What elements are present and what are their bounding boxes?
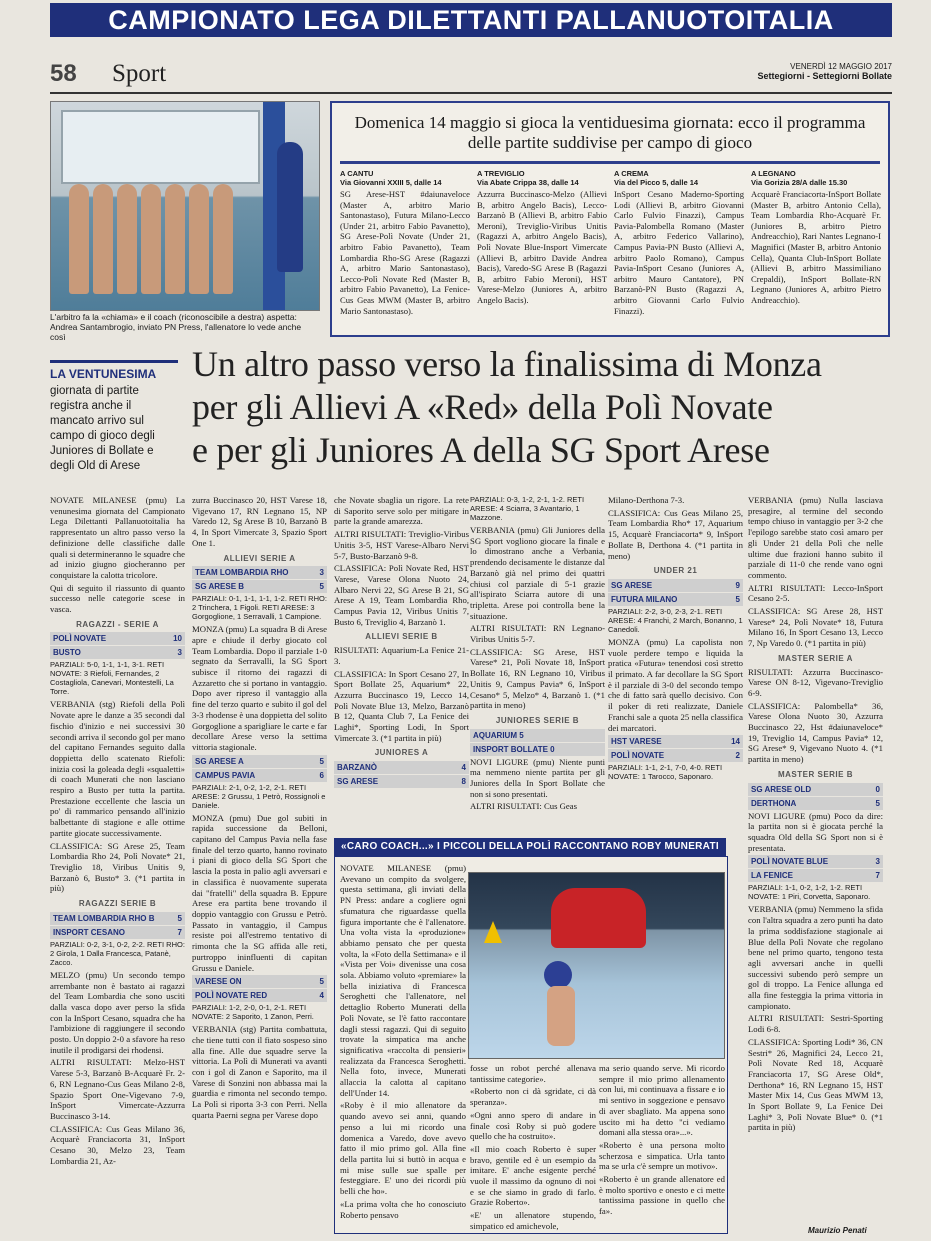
score-row: CAMPUS PAVIA 6 [192,769,327,782]
score-row: POLÌ NOVATE BLUE 3 [748,855,883,868]
score-row: FUTURA MILANO 5 [608,593,743,606]
player-figure [165,184,185,294]
article-column-5: Milano-Derthona 7-3. CLASSIFICA: Cus Geas Milano 25, Team Lombardia Rho* 17, Aquarium 15, Acquarè Franciacorta* 9, InSport Bollate B, Derthona 4. (*1 partita in meno) UNDER 21 SG ARESE 9 FUTURA MILANO 5 PARZIALI: 2-2, 3-0, 2-3, 2-1. RETI ARESE: 4 Franchi, 2 March, Bonanno, 1 Canedoli. MONZA (pmu) La capolista non vuole perdere tempo e liquida la pratica «Futura» tenendosi così stretto il primato. A far decollare la SG Sport è il parziale di 3-0 del secondo tempo che di fatto sarà quello decisivo. Con il poker di reti realizzate, Daniele Franchi sale a quota 25 nella classifica dei marcatori. HST VARESE 14 POLÌ NOVATE 2 PARZIALI: 1-1, 2-1, 7-0, 4-0. RETI NOVATE: 1 Tarocco, Saponaro. [608,495,743,782]
score-row: DERTHONA 5 [748,797,883,810]
category-label: UNDER 21 [653,566,698,576]
score-row: INSPORT BOLLATE 0 [470,743,605,756]
publication-name: Settegiorni - Settegiorni Bollate [757,71,892,81]
page-header [50,52,892,94]
score-row: POLÌ NOVATE 10 [50,632,185,645]
category-label: ALLIEVI SERIE A [223,553,296,563]
schedule-box [330,101,890,337]
score-row: SG ARESE 9 [608,579,743,592]
coach-box-title: «CARO COACH...» I PICCOLI DELLA POLÌ RACCONTANO ROBY MUNERATI [334,838,726,856]
coach-box-column-3: ma serio quando serve. Mi ricordo sempre il mio primo allenamento con lui, mi continuava a fissare e io mi sentivo in soggezione e pensavo di aver sbagliato. Ma appena sono uscito mi ha detto "ci vediamo domani alla stessa ora»...». «Roberto è una persona molto scherzosa e simpatica. Urla tanto ma se urla c'è sempre un motivo». «Roberto è un grande allenatore ed è molto sportivo e onesto e ci mette tantissima passione in quello che fa». [599,1063,725,1217]
coach-figure [277,142,303,272]
article-column-3: che Novate sbaglia un rigore. La rete di Saporito serve solo per mitigare in parte la grande amarezza. ALTRI RISULTATI: Treviglio-Viribus Unitis 3-5, HST Varese-Albaro Nervi 5-7, Busto-Barzanò 9-8. CLASSIFICA: Polì Novate Red, HST Varese, Varese Olona Nuoto 24, Albaro Nervi 22, SG Arese B 21, SG Arese A 19, Team Lombardia Rho, Campus Pavia 12, Viribus Unitis 7, Busto 6, Treviglio 4, Barzanò 1. ALLIEVI SERIE B RISULTATI: Aquarium-La Fenice 21-3. CLASSIFICA: In Sport Cesano 27, In Sport Bollate 25, Aquarium* 22, Azzurra Buccinasco 19, Lecco 14, Polì Novate Blue 13, Melzo, Barzanò B 12, Quanta Club 7, La Fenice dei Laghi*, Sporting Lodi, In Sport Vimercate 3. (*1 partita in più) JUNIORES A BARZANÒ 4 SG ARESE 8 [334,495,469,787]
match-details: PARZIALI: 5-0, 1-1, 1-1, 3-1. RETI NOVATE: 3 Riefoli, Fernandes, 2 Costagliola, Canevari, Montestelli, La Torre. [50,660,174,697]
cone-shape [484,921,502,943]
player-figure [69,184,89,294]
category-label: JUNIORES A [374,748,429,758]
coach-shirt [551,888,646,948]
page-number: 58 [50,60,77,87]
score-row: SG ARESE B 5 [192,580,327,593]
section-name: Sport [112,60,167,87]
player-figure [547,986,575,1046]
score-row: HST VARESE 14 [608,735,743,748]
match-details: PARZIALI: 2-1, 0-2, 1-2, 2-1. RETI ARESE: 2 Grussu, 1 Petrò, Rossignoli e Daniele. [192,782,326,810]
score-row: AQUARIUM 5 [470,729,605,742]
match-details: PARZIALI: 1-1, 0-2, 1-2, 1-2. RETI NOVATE: 1 Piri, Corvetta, Saponaro. [748,883,871,902]
coach-box-column-1: NOVATE MILANESE (pmu) Avevano un compito da svolgere, questa settimana, gli inviati della PN Press: andare a cogliere ogni sfumatura che riguardasse quella figura importante che è l'allenatore. Una volta vista la «produzione» abbiamo pensato che per questa volta, la «Foto della Settimana» e il «Vista per Voi» divenisse una cosa sola. Abbiamo voluto «premiare» la bella iniziativa di Francesca Seroghetti che l'allenatore, nel dettaglio Roberto Munerati della Polì Novate, se l'è fatto raccontare dagli stessi ragazzi. Qui di seguito trovate la simpatica ma anche significativa «raccolta di pensieri» realizzata da Francesca Seroghetti. Nella foto, invece, Munerati allaccia la calotta al capitano dell'Under 14. «Roby è il mio allenatore da quando avevo sei anni, quando penso a lui mi ricordo una domenica a Varedo, dove avevo fatto il mio primo gol. Alla fine della partita lui si buttò in acqua e mi mise sulle sue spalle per festeggiare. E' uno dei ricordi più belli che ho». «La prima volta che ho conosciuto Roberto pensavo [340,863,466,1220]
coach-photo [468,872,725,1059]
match-details: PARZIALI: 1-2, 2-0, 0-1, 2-1. RETI NOVATE: 2 Saporito, 1 Zanon, Perri. [192,1003,314,1022]
venue-cantu: A CANTU Via Giovanni XXIII 5, dalle 14 SG Arese-HST #daiunaveloce (Master A, arbitro Mario Santonastaso), Futura Milano-Lecco (Under 21, arbitro Fabio Pavanetto), SG Arese-Polì Novate (Under 21, arbitro Fabio Pavanetto), Team Lombardia Rho-SG Arese (Ragazzi A, arbitro Mario Santonastaso), Lecco-Polì Novate Red (Master B, arbitro Fabio Pavanetto), La Fenice-Cus Geas MWM (Master B, arbitro Mario Santonastaso). [340,169,470,316]
match-details: PARZIALI: 2-2, 3-0, 2-3, 2-1. RETI ARESE: 4 Franchi, 2 March, Bonanno, 1 Canedoli. [608,606,743,634]
article-column-2: zurra Buccinasco 20, HST Varese 18, Vigevano 17, RN Legnano 15, NP Varedo 12, Sg Arese B 10, Barzanò B 4, In Sport Vimercate 3, Spazio Sport One 1. ALLIEVI SERIE A TEAM LOMBARDIA RHO 3 SG ARESE B 5 PARZIALI: 0-1, 1-1, 1-1, 1-2. RETI RHO: 2 Trinchera, 1 Figoli. RETI ARESE: 3 Gorgoglione, 1 Serravalli, 1 Campione. MONZA (pmu) La squadra B di Arese apre e chiude il derby giocato col Team Lombardia. Dopo il parziale 1-0 segnato da Serravalli, la SG Sport subisce il ritorno dei ragazzi di Azzaretto che si portano in vantaggio. Dopo aver ripreso il vantaggio alla fine del terzo quarto e subito il gol del 3-3 rhodense è una doppietta del solito Gorgoglione a sparigliare le carte e far decollare Arese verso la settima vittoria stagionale. SG ARESE A 5 CAMPUS PAVIA 6 PARZIALI: 2-1, 0-2, 1-2, 2-1. RETI ARESE: 2 Grussu, 1 Petrò, Rossignoli e Daniele. MONZA (pmu) Due gol subiti in rapida successione da Belloni, capitano del Campus Pavia nella fase finale del terzo quarto, hanno rovinato i piani di gioco della SG Sport che lascia la posta in palio agli avversari e in classifica è nuovamente superata dai "fratelli" della squadra B. Eppure Arese era partita bene trovando il doppio vantaggio con Grussu e Petrò. Passato in vantaggio, il Campus resiste poi all'estremo tentativo di rimonta che la SG affida alle reti, purtroppo ininfluenti di capitan Grussu e Daniele. VARESE ON 5 POLÌ NOVATE RED 4 PARZIALI: 1-2, 2-0, 0-1, 2-1. RETI NOVATE: 2 Saporito, 1 Zanon, Perri. VERBANIA (stg) Partita combattuta, che tiene tutti con il fiato sospeso sino alla fine. Alle due squadre serve la vittoria. La Polì di Munerati va avanti con i gol di Zanon e Saporito, ma il Varese di Sonzini non abbassa mai la guardia e rimonta nel secondo tempo. La Polì si riporta 3-3 con Perri. Nella quarta Paerni segna per Varese dopo [192,495,327,1120]
match-details: PARZIALI: 1-1, 2-1, 7-0, 4-0. RETI NOVATE: 1 Tarocco, Saponaro. [608,763,723,782]
issue-date: VENERDÌ 12 MAGGIO 2017 [790,62,892,71]
category-label: MASTER SERIE B [777,769,853,779]
kicker-text: giornata di partite registra anche il mancato arrivo sul campo di gioco degli Juniores di Bollate e degli Old di Arese [50,385,155,472]
category-label: RAGAZZI SERIE B [78,899,157,909]
score-row: SG ARESE OLD 0 [748,783,883,796]
score-row: TEAM LOMBARDIA RHO B 5 [50,912,185,925]
match-details: PARZIALI: 0-3, 1-2, 2-1, 1-2. RETI ARESE: 4 Sciarra, 3 Avantario, 1 Mazzone. [470,495,585,522]
schedule-title: Domenica 14 maggio si gioca la ventiduesima giornata: ecco il programma delle partite suddivise per campo di gioco [354,113,866,152]
score-row: SG ARESE 8 [334,775,469,788]
venue-treviglio: A TREVIGLIO Via Abate Crippa 38, dalle 14 Azzurra Buccinasco-Melzo (Allievi B, arbitro Angelo Bacis), Lecco-Barzanò B (Allievi B, arbitro Fabio Meroni), Treviglio-Viribus Unitis (Ragazzi A, arbitro Angelo Bacis), Polì Novate Blue-Insport Vimercate (Allievi B, arbitro Davide Andrea Bacis), Varedo-SG Arese B (Ragazzi B, arbitro Fabio Meroni), HST Varese-Melzo (Juniores A, arbitro Angelo Bacis). [477,169,607,305]
player-figure [189,184,209,294]
score-row: BARZANÒ 4 [334,761,469,774]
pool-window [61,110,260,184]
headline: Un altro passo verso la finalissima di Monza per gli Allievi A «Red» della Polì Novate e per gli Juniores A della SG Sport Arese [192,344,822,470]
kicker [50,360,178,474]
team-photo [50,101,320,311]
photo-caption: L'arbitro fa la «chiama» e il coach (riconoscibile a destra) aspetta: Andrea Santambrogio, inviato PN Press, l'allenatore lo vede anche così [50,312,302,342]
score-row: POLÌ NOVATE RED 4 [192,989,327,1002]
kicker-title: LA VENTUNESIMA [50,360,178,381]
match-details: PARZIALI: 0-1, 1-1, 1-1, 1-2. RETI RHO: 2 Trinchera, 1 Figoli. RETI ARESE: 3 Gorgoglione, 1 Serravalli, 1 Campione. [192,594,327,622]
venue-legnano: A LEGNANO Via Gorizia 28/A dalle 15.30 Acquarè Franciacorta-InSport Bollate (Master B, arbitro Antonio Cella), Team Lombardia Rho-Acquarè Fr. (Juniores B, arbitro Pietro Andreacchio), Rari Nantes Legnano-I Magnifici (Master B, arbitro Antonio Cella), Quanta Club-InSport Bollate (Allievi B, arbitro Massimiliano Crepaldi), InSport Bollate-RN Legnano (Juniores A, arbitro Pietro Andreacchio). [751,169,881,305]
match-details: PARZIALI: 0-2, 3-1, 0-2, 2-2. RETI RHO: 2 Girola, 1 Dalla Francesca, Patanè, Zacco. [50,939,185,967]
article-column-6: VERBANIA (pmu) Nulla lasciava presagire, al termine del secondo tempo chiuso in vantaggio per 3-2 che l'epilogo sarebbe stato così amaro per gli Under 21 della Polì che nelle ultime due frazioni hanno subito il parziale di 11-0 che rende vano ogni commento. ALTRI RISULTATI: Lecco-InSport Cesano 2-5. CLASSIFICA: SG Arese 28, HST Varese* 24, Polì Novate* 18, Futura Milano 16, In Sport Cesano 13, Lecco 7, Np Varedo 0. (*1 partita in più) MASTER SERIE A RISULTATI: Azzurra Buccinasco-Varese ON 8-12, Vigevano-Treviglio 6-9. CLASSIFICA: Palombella* 36, Varese Olona Nuoto 30, Azzurra Buccinasco 22, Hst #daiunaveloce* 19, Treviglio 14, Campus Pavia* 12, SG Arese* 9, Vigevano Nuoto 4. (*1 partita in meno) MASTER SERIE B SG ARESE OLD 0 DERTHONA 5 NOVI LIGURE (pmu) Poco da dire: la partita non si è giocata perché la squadra Old della SG Sport non si è presentata. POLÌ NOVATE BLUE 3 LA FENICE 7 PARZIALI: 1-1, 0-2, 1-2, 1-2. RETI NOVATE: 1 Piri, Corvetta, Saponaro. VERBANIA (pmu) Nemmeno la sfida con l'altra squadra a zero punti ha dato la prima soddisfazione stagionale ai Blue della Polì Novate che regolano bene nel primo quarto, tengono testa agli avversari anche in quelli successivi subendo però sempre un gol di troppo. La Fenice allunga ed alla fine festeggia la prima vittoria in campionato. ALTRI RISULTATI: Sestri-Sporting Lodi 6-8. CLASSIFICA: Sporting Lodi* 36, CN Sestri* 26, Magnifici 24, Lecco 21, Polì Novate Red 18, Acquarè Franciacorta 17, SG Arese Old*, Derthona* 16, RN Legnano 15, HST Master Mix 14, Cus Geas MWM 13, In Sport Bollate 9, La Fenice Dei Laghi* 3, Polì Novate Blue* 0. (*1 partita in più) [748,495,883,1133]
article-column-4: PARZIALI: 0-3, 1-2, 2-1, 1-2. RETI ARESE: 4 Sciarra, 3 Avantario, 1 Mazzone. VERBANIA (pmu) Gli Juniores della SG Sport vogliono giocare la finale e lo dimostrano anche a Verbania, prendendo decisamente le distanze dal Barzanò già nel primo dei quattri chiusi col parziale di 5-1 grazie all'ispirato Sciarra autore di una tripletta. Arese poi controlla bene la situazione. ALTRI RISULTATI: RN Legnano-Viribus Unitis 5-7. CLASSIFICA: SG Arese, HST Varese* 21, Polì Novate 18, InSport Bollate 16, RN Legnano 10, Viribus Unitis 9, Campus Pavia* 6, InSport Cesano* 5, Melzo* 4, Barzanò 1. (*1 partita in meno) JUNIORES SERIE B AQUARIUM 5 INSPORT BOLLATE 0 NOVI LIGURE (pmu) Niente punti ma nemmeno niente partita per gli Juniores della In Sport Bollate che non si sono presentati. ALTRI RISULTATI: Cus Geas [470,495,605,812]
article-column-1: NOVATE MILANESE (pmu) La venunesima giornata del Campionato Lega Dilettanti Pallanuotoitalia ha rappresentato un altro passo verso la definizione delle classifiche dalle quali si determineranno le squadre che ad inizio giugno giocheranno per conquistare la calotta tricolore. Qui di seguito il riassunto di quanto successo nelle categorie scese in vasca. RAGAZZI - SERIE A POLÌ NOVATE 10 BUSTO 3 PARZIALI: 5-0, 1-1, 1-1, 3-1. RETI NOVATE: 3 Riefoli, Fernandes, 2 Costagliola, Canevari, Montestelli, La Torre. VERBANIA (stg) Riefoli della Polì Novate apre le danze a 35 secondi dal fischio d'inizio e nei successivi 30 secondi arriva il secondo gol per mano del capitano Fernandes seguito dalla doppietta dello scatenato Riefoli: inizia così la goleada degli «squaletti» di coach Munerati che non lasciano respiro a Busto per tutta la partita. Prestazione eccellente che lascia un po' di rammarico pensando all'inizio balbettante di stagione e alle ottime partite giocate successivamente. CLASSIFICA: SG Arese 25, Team Lombardia Rho 24, Polì Novate* 21, Treviglio 18, Viribus Unitis 9, Barzanò 6, Busto* 3. (*1 partita in più) RAGAZZI SERIE B TEAM LOMBARDIA RHO B 5 INSPORT CESANO 7 PARZIALI: 0-2, 3-1, 0-2, 2-2. RETI RHO: 2 Girola, 1 Dalla Francesca, Patanè, Zacco. MELZO (pmu) Un secondo tempo arrembante non è bastato ai ragazzi del Team Lombardia che sono usciti dalla vasca dopo aver perso la sfida con la InSport Cesano, squadra che ha l'ambizione di raggiungere il secondo posto. Un doppio 2-0 a sfavore ha reso inutile il prodigarsi dei rhodensi. ALTRI RISULTATI: Melzo-HST Varese 5-3, Barzanò B-Acquarè Fr. 2-6, RN Legnano-Cus Geas Milano 2-8, Spazio Sport One-Vigevano 7-9, InSport Vimercate-Azzurra Buccinasco 3-14. CLASSIFICA: Cus Geas Milano 36, Acquarè Franciacorta 31, InSport Cesano 30, Melzo 23, Team Lombardia 21, Az- [50,495,185,1166]
player-cap [544,961,572,989]
score-row: INSPORT CESANO 7 [50,926,185,939]
schedule-divider [340,161,880,164]
coach-box-column-2: fosse un robot perché allenava tantissime categorie». «Roberto non ci dà sgridate, ci dà speranza». «Ogni anno spero di andare in finale così Roby si può godere quello che ha costruito». «Il mio coach Roberto è super bravo, gentile ed è un esempio da imitare. E' anche esigente perché vuole il massimo da ognuno di noi e se che siamo in grado di farlo. Grazie Roberto». «E' un allenatore stupendo, simpatico ed amichevole, [470,1063,596,1231]
venue-crema: A CREMA Via del Picco 5, dalle 14 InSport Cesano Maderno-Sporting Lodi (Allievi B, arbitro Giovanni Carlo Fulvio Finazzi), Campus Pavia-Palombella Romano (Master A, arbitro Federico Vallarino), Campus Pavia-PN Busto (Allievi A, arbitro Paolo Romano), Campus Pavia-InSport Cesano (Juniores A, arbitro Mauro Cantatore), PN Barzanò-PN Busto (Ragazzi A, arbitro Giovanni Carlo Fulvio Finazzi). [614,169,744,316]
score-row: VARESE ON 5 [192,975,327,988]
player-figure [117,184,137,294]
championship-banner: CAMPIONATO LEGA DILETTANTI PALLANUOTOITALIA [50,3,892,37]
coach-box [334,856,728,1234]
category-label: ALLIEVI SERIE B [365,632,438,642]
category-label: JUNIORES SERIE B [495,715,580,725]
category-label: MASTER SERIE A [778,653,853,663]
author-signature: Maurizio Penati [808,1226,867,1235]
player-figure [93,184,113,294]
player-figure [213,184,233,294]
player-figure [141,184,161,294]
category-label: RAGAZZI - SERIE A [76,619,159,629]
score-row: SG ARESE A 5 [192,755,327,768]
dateline [757,62,892,81]
score-row: BUSTO 3 [50,646,185,659]
score-row: TEAM LOMBARDIA RHO 3 [192,566,327,579]
score-row: LA FENICE 7 [748,869,883,882]
score-row: POLÌ NOVATE 2 [608,749,743,762]
